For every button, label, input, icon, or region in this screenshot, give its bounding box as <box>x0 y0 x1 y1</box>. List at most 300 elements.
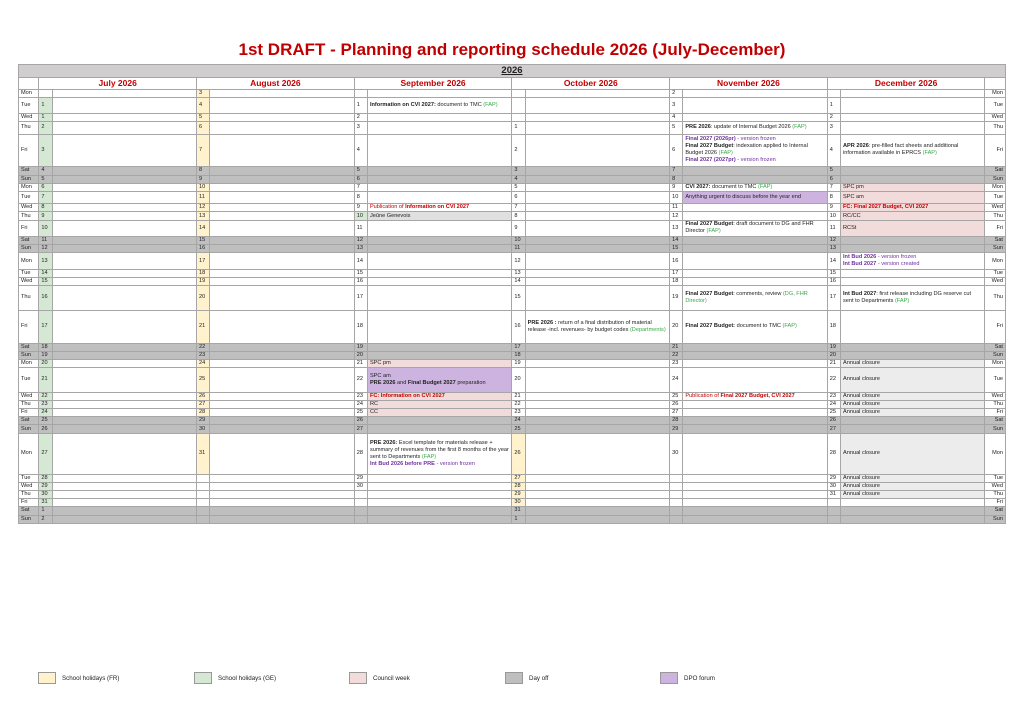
day-number: 7 <box>827 183 840 191</box>
day-number: 9 <box>39 212 52 220</box>
day-entry <box>525 212 669 220</box>
day-entry <box>841 167 985 175</box>
day-number <box>827 515 840 523</box>
day-entry <box>525 482 669 490</box>
calendar-row <box>19 212 1006 220</box>
day-entry <box>367 343 511 351</box>
day-entry: CVI 2027: document to TMC (FAP) <box>683 183 827 191</box>
legend-label: DPO forum <box>684 674 715 682</box>
day-number: 30 <box>354 482 367 490</box>
day-number: 4 <box>197 97 210 113</box>
day-entry <box>52 507 196 515</box>
weekday-label: Sat <box>985 167 1006 175</box>
day-number: 24 <box>39 409 52 417</box>
day-entry <box>52 167 196 175</box>
day-number: 20 <box>39 359 52 367</box>
day-entry <box>525 269 669 277</box>
day-entry <box>683 212 827 220</box>
day-number: 23 <box>670 359 683 367</box>
day-number: 26 <box>354 417 367 425</box>
day-number: 19 <box>827 343 840 351</box>
day-number: 7 <box>670 167 683 175</box>
day-number: 23 <box>827 392 840 400</box>
day-number: 6 <box>197 122 210 134</box>
day-entry <box>841 122 985 134</box>
day-entry <box>210 359 354 367</box>
day-number: 2 <box>670 89 683 97</box>
day-number: 23 <box>512 409 525 417</box>
day-entry <box>683 236 827 244</box>
day-number: 4 <box>827 134 840 167</box>
day-number: 27 <box>512 474 525 482</box>
day-number: 19 <box>512 359 525 367</box>
day-number: 19 <box>197 277 210 285</box>
day-entry <box>683 474 827 482</box>
day-number: 25 <box>39 417 52 425</box>
weekday-label: Sat <box>985 417 1006 425</box>
day-number: 11 <box>354 220 367 236</box>
day-entry <box>52 134 196 167</box>
weekday-label: Thu <box>985 286 1006 311</box>
day-entry <box>367 490 511 498</box>
day-entry <box>525 507 669 515</box>
weekday-label: Wed <box>19 392 39 400</box>
day-entry <box>683 269 827 277</box>
day-entry <box>210 175 354 183</box>
day-entry <box>525 183 669 191</box>
day-entry <box>841 351 985 359</box>
day-entry <box>525 204 669 212</box>
day-entry <box>367 482 511 490</box>
day-number <box>827 507 840 515</box>
weekday-label: Wed <box>19 114 39 122</box>
day-entry <box>525 220 669 236</box>
day-number: 2 <box>354 114 367 122</box>
day-entry <box>525 253 669 269</box>
day-entry <box>52 253 196 269</box>
day-entry <box>52 343 196 351</box>
weekday-label: Fri <box>985 220 1006 236</box>
day-entry <box>52 482 196 490</box>
day-number: 18 <box>197 269 210 277</box>
day-number: 22 <box>354 368 367 393</box>
day-entry: Annual closure <box>841 368 985 393</box>
day-number: 12 <box>827 236 840 244</box>
weekday-label: Sat <box>19 236 39 244</box>
day-number: 1 <box>512 122 525 134</box>
day-number: 22 <box>670 351 683 359</box>
day-number: 27 <box>197 400 210 408</box>
day-number: 16 <box>512 310 525 343</box>
day-number: 8 <box>512 212 525 220</box>
weekday-label: Mon <box>19 433 39 474</box>
calendar-row <box>19 499 1006 507</box>
day-number: 4 <box>670 114 683 122</box>
day-entry <box>525 400 669 408</box>
day-number <box>670 490 683 498</box>
day-number: 13 <box>512 269 525 277</box>
day-entry <box>52 236 196 244</box>
day-number: 10 <box>827 212 840 220</box>
weekday-label: Fri <box>985 134 1006 167</box>
day-number: 27 <box>827 425 840 433</box>
day-entry <box>367 474 511 482</box>
weekday-label: Wed <box>985 482 1006 490</box>
weekday-label: Wed <box>985 392 1006 400</box>
day-entry <box>367 417 511 425</box>
day-entry <box>52 392 196 400</box>
day-entry <box>683 409 827 417</box>
day-entry: PRE 2026: Excel template for materials release + summary of revenues from the first 8 months of the year sent to Departments (FAP) Int Bud 2026 before PRE - version frozen <box>367 433 511 474</box>
calendar-row <box>19 220 1006 236</box>
day-number: 1 <box>827 97 840 113</box>
day-entry <box>210 515 354 523</box>
weekday-label: Thu <box>19 122 39 134</box>
day-entry <box>525 114 669 122</box>
day-entry <box>367 191 511 203</box>
day-number: 20 <box>354 351 367 359</box>
day-entry <box>525 97 669 113</box>
day-entry: Annual closure <box>841 359 985 367</box>
day-number: 21 <box>670 343 683 351</box>
day-entry <box>52 245 196 253</box>
day-number: 12 <box>512 253 525 269</box>
day-entry <box>52 212 196 220</box>
day-entry: Annual closure <box>841 409 985 417</box>
day-entry <box>52 499 196 507</box>
day-number: 20 <box>512 368 525 393</box>
day-entry <box>210 167 354 175</box>
day-entry <box>367 507 511 515</box>
day-entry: SPC am <box>841 191 985 203</box>
day-entry <box>683 97 827 113</box>
day-number: 18 <box>354 310 367 343</box>
day-number: 11 <box>39 236 52 244</box>
day-entry <box>52 220 196 236</box>
calendar-row <box>19 417 1006 425</box>
day-number: 9 <box>354 204 367 212</box>
day-entry <box>841 89 985 97</box>
day-entry <box>525 499 669 507</box>
day-entry: FC: Final 2027 Budget, CVI 2027 <box>841 204 985 212</box>
day-entry <box>683 277 827 285</box>
weekday-label: Thu <box>985 212 1006 220</box>
day-number: 1 <box>39 507 52 515</box>
day-number: 14 <box>354 253 367 269</box>
day-number: 12 <box>197 204 210 212</box>
day-number: 28 <box>512 482 525 490</box>
day-entry <box>52 433 196 474</box>
calendar-row <box>19 134 1006 167</box>
calendar-row <box>19 122 1006 134</box>
day-entry <box>525 245 669 253</box>
day-entry <box>525 351 669 359</box>
day-number: 5 <box>670 122 683 134</box>
weekday-label: Mon <box>19 359 39 367</box>
day-entry <box>367 515 511 523</box>
day-entry: Annual closure <box>841 433 985 474</box>
calendar-row <box>19 351 1006 359</box>
weekday-label: Sun <box>985 425 1006 433</box>
day-entry <box>525 359 669 367</box>
weekday-label: Sun <box>19 245 39 253</box>
day-entry: PRE 2026: update of Internal Budget 2026 (FAP) <box>683 122 827 134</box>
day-entry <box>525 417 669 425</box>
day-entry <box>841 417 985 425</box>
day-entry <box>210 220 354 236</box>
day-entry <box>841 245 985 253</box>
day-number: 9 <box>512 220 525 236</box>
calendar-row <box>19 191 1006 203</box>
day-entry <box>210 400 354 408</box>
day-entry <box>210 97 354 113</box>
page-title: 1st DRAFT - Planning and reporting schedule 2026 (July-December) <box>238 40 786 59</box>
day-number: 6 <box>827 175 840 183</box>
day-number: 3 <box>197 89 210 97</box>
day-number: 3 <box>512 167 525 175</box>
calendar-row <box>19 482 1006 490</box>
day-entry <box>525 425 669 433</box>
day-number: 1 <box>39 97 52 113</box>
day-number: 13 <box>827 245 840 253</box>
day-number: 13 <box>354 245 367 253</box>
day-entry <box>683 359 827 367</box>
day-number: 6 <box>39 183 52 191</box>
weekday-label: Sat <box>985 236 1006 244</box>
day-number: 16 <box>354 277 367 285</box>
day-entry: Int Bud 2026 - version frozen Int Bud 2027 - version created <box>841 253 985 269</box>
day-number <box>670 515 683 523</box>
weekday-label: Thu <box>19 286 39 311</box>
weekday-label: Tue <box>985 97 1006 113</box>
day-entry: RC/CC <box>841 212 985 220</box>
day-entry <box>525 175 669 183</box>
weekday-label: Tue <box>985 368 1006 393</box>
day-number: 29 <box>670 425 683 433</box>
weekday-label: Mon <box>985 89 1006 97</box>
day-entry <box>525 474 669 482</box>
day-entry <box>52 277 196 285</box>
day-number: 17 <box>512 343 525 351</box>
day-entry: Publication of Final 2027 Budget, CVI 2027 <box>683 392 827 400</box>
day-number <box>670 499 683 507</box>
day-number: 24 <box>670 368 683 393</box>
day-number: 18 <box>827 310 840 343</box>
day-number: 25 <box>512 425 525 433</box>
day-number <box>197 490 210 498</box>
year-header: 2026 <box>19 65 1006 78</box>
day-number: 6 <box>512 191 525 203</box>
day-entry <box>210 204 354 212</box>
day-number: 30 <box>39 490 52 498</box>
day-number: 17 <box>197 253 210 269</box>
day-number: 24 <box>827 400 840 408</box>
day-entry <box>683 515 827 523</box>
day-entry <box>210 253 354 269</box>
day-entry <box>210 433 354 474</box>
calendar-row <box>19 175 1006 183</box>
day-entry <box>683 400 827 408</box>
day-entry <box>841 343 985 351</box>
day-number <box>512 89 525 97</box>
day-entry <box>367 183 511 191</box>
day-number: 18 <box>512 351 525 359</box>
day-number: 7 <box>39 191 52 203</box>
day-entry <box>52 89 196 97</box>
day-entry <box>367 277 511 285</box>
day-number: 17 <box>827 286 840 311</box>
day-number: 3 <box>354 122 367 134</box>
day-entry <box>210 114 354 122</box>
day-entry <box>525 236 669 244</box>
day-number: 7 <box>354 183 367 191</box>
day-number: 29 <box>512 490 525 498</box>
day-number: 16 <box>39 286 52 311</box>
day-number: 21 <box>197 310 210 343</box>
corner-cell <box>19 77 39 89</box>
day-entry <box>525 409 669 417</box>
weekday-label: Fri <box>985 310 1006 343</box>
day-entry <box>367 245 511 253</box>
day-number: 25 <box>197 368 210 393</box>
day-entry <box>52 474 196 482</box>
day-number: 14 <box>39 269 52 277</box>
day-number: 10 <box>354 212 367 220</box>
day-number: 3 <box>670 97 683 113</box>
weekday-label: Fri <box>985 409 1006 417</box>
day-entry <box>367 114 511 122</box>
day-number: 4 <box>354 134 367 167</box>
day-number <box>354 515 367 523</box>
day-entry <box>683 245 827 253</box>
day-entry <box>210 183 354 191</box>
day-entry: Annual closure <box>841 474 985 482</box>
day-entry <box>683 507 827 515</box>
day-number <box>197 474 210 482</box>
weekday-label: Mon <box>985 183 1006 191</box>
day-number: 8 <box>39 204 52 212</box>
month-header: October 2026 <box>512 77 670 89</box>
day-number: 15 <box>354 269 367 277</box>
day-number: 20 <box>197 286 210 311</box>
day-number <box>670 482 683 490</box>
calendar-row <box>19 474 1006 482</box>
day-entry: Final 2027 Budget: document to TMC (FAP) <box>683 310 827 343</box>
day-entry <box>525 433 669 474</box>
day-entry <box>525 286 669 311</box>
day-number: 28 <box>354 433 367 474</box>
day-number: 22 <box>39 392 52 400</box>
day-number: 8 <box>827 191 840 203</box>
day-entry <box>683 114 827 122</box>
weekday-label: Thu <box>19 490 39 498</box>
day-entry <box>210 236 354 244</box>
legend-item <box>194 672 276 684</box>
day-number: 29 <box>827 474 840 482</box>
day-entry <box>210 351 354 359</box>
day-number <box>354 507 367 515</box>
day-number: 27 <box>39 433 52 474</box>
day-entry <box>841 175 985 183</box>
weekday-label: Wed <box>985 204 1006 212</box>
day-entry: Annual closure <box>841 490 985 498</box>
weekday-label: Fri <box>19 409 39 417</box>
day-number: 8 <box>670 175 683 183</box>
day-number <box>354 499 367 507</box>
day-number: 22 <box>512 400 525 408</box>
day-number: 1 <box>354 97 367 113</box>
day-number: 21 <box>512 392 525 400</box>
day-entry <box>52 417 196 425</box>
day-number: 14 <box>827 253 840 269</box>
day-number: 15 <box>827 269 840 277</box>
day-number: 23 <box>39 400 52 408</box>
day-entry <box>52 515 196 523</box>
day-entry <box>210 277 354 285</box>
weekday-label: Sun <box>19 351 39 359</box>
day-number: 26 <box>39 425 52 433</box>
day-number: 1 <box>512 515 525 523</box>
weekday-label: Sun <box>985 175 1006 183</box>
day-entry <box>210 368 354 393</box>
day-number: 30 <box>512 499 525 507</box>
day-entry: Annual closure <box>841 482 985 490</box>
calendar-row <box>19 114 1006 122</box>
weekday-label: Sat <box>19 343 39 351</box>
day-number: 14 <box>670 236 683 244</box>
day-number <box>197 507 210 515</box>
legend-item <box>349 672 410 684</box>
calendar-row <box>19 310 1006 343</box>
day-entry <box>52 204 196 212</box>
day-number: 5 <box>827 167 840 175</box>
day-entry <box>367 175 511 183</box>
day-number: 26 <box>670 400 683 408</box>
weekday-label: Sat <box>19 417 39 425</box>
weekday-label: Tue <box>985 191 1006 203</box>
day-entry <box>683 167 827 175</box>
weekday-label: Mon <box>19 183 39 191</box>
day-number: 11 <box>670 204 683 212</box>
day-entry <box>683 425 827 433</box>
weekday-label: Mon <box>19 89 39 97</box>
day-number: 10 <box>39 220 52 236</box>
weekday-label: Tue <box>19 97 39 113</box>
day-number: 13 <box>39 253 52 269</box>
calendar-row <box>19 236 1006 244</box>
day-entry <box>841 97 985 113</box>
calendar-row <box>19 515 1006 523</box>
day-entry <box>52 286 196 311</box>
day-number: 11 <box>827 220 840 236</box>
day-number: 5 <box>39 175 52 183</box>
day-entry: Final 2027 Budget: comments, review (DG, FHR Director) <box>683 286 827 311</box>
day-number: 9 <box>827 204 840 212</box>
day-entry <box>210 310 354 343</box>
day-entry <box>841 499 985 507</box>
day-entry <box>210 269 354 277</box>
day-entry <box>52 425 196 433</box>
day-entry: RCSt <box>841 220 985 236</box>
weekday-label: Wed <box>19 482 39 490</box>
weekday-label: Sun <box>985 515 1006 523</box>
day-number: 26 <box>512 433 525 474</box>
day-entry <box>525 89 669 97</box>
day-number: 6 <box>670 134 683 167</box>
day-entry <box>367 425 511 433</box>
day-entry <box>52 359 196 367</box>
day-number: 31 <box>512 507 525 515</box>
